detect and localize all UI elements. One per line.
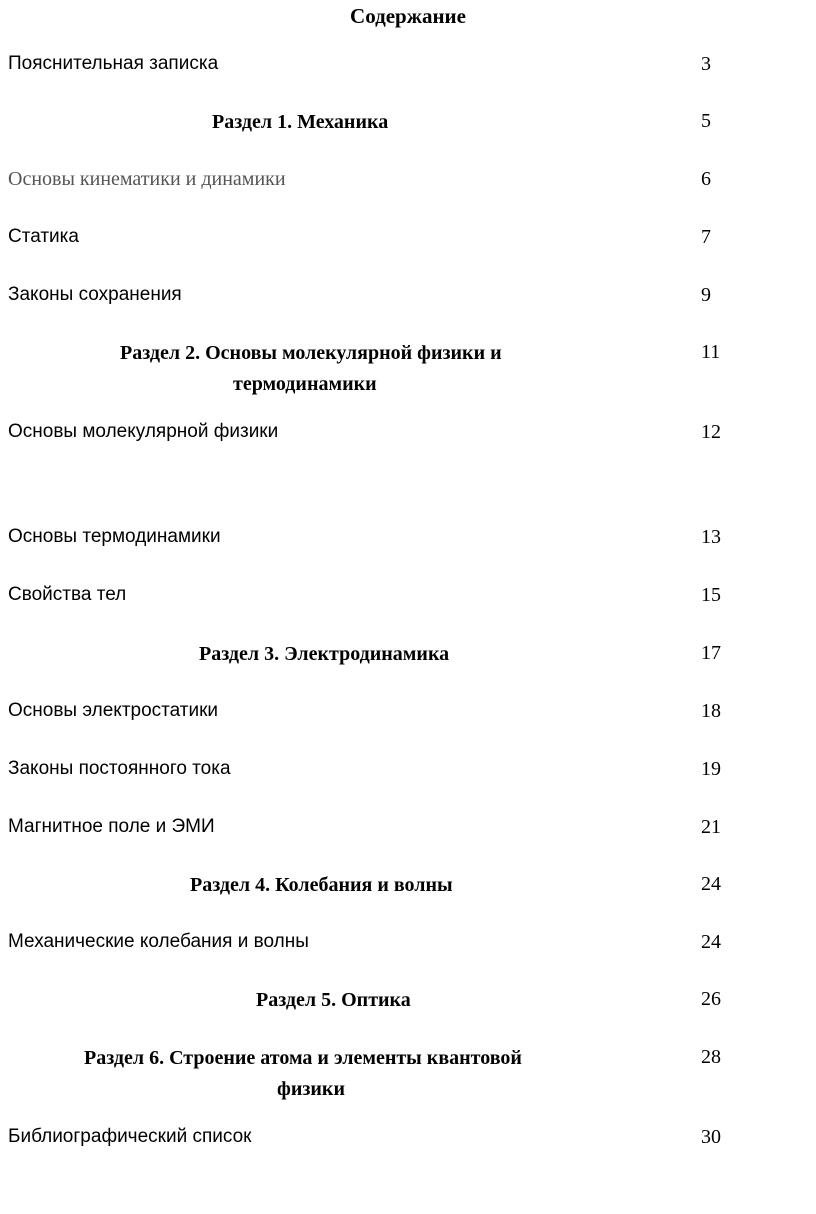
toc-section-label-line1: Раздел 2. Основы молекулярной физики и: [120, 342, 502, 364]
toc-section-label-line1: Раздел 6. Строение атома и элементы квантовой: [84, 1047, 522, 1069]
toc-entry-page: 5: [701, 110, 711, 132]
toc-entry-label: Статика: [8, 226, 79, 247]
toc-entry-label: Пояснительная записка: [8, 53, 219, 74]
toc-entry-page: 17: [701, 642, 721, 664]
toc-entry-page: 3: [701, 53, 711, 75]
toc-entry-page: 18: [701, 700, 721, 722]
toc-entry-label: Основы кинематики и динамики: [8, 168, 286, 190]
toc-entry-page: 28: [701, 1046, 721, 1068]
toc-entry-page: 11: [701, 341, 721, 363]
toc-entry-page: 19: [701, 758, 721, 780]
toc-entry-page: 7: [701, 226, 711, 248]
toc-entry-label: Механические колебания и волны: [8, 931, 309, 952]
toc-section-label: Раздел 3. Электродинамика: [199, 643, 450, 665]
toc-title: Содержание: [350, 4, 466, 28]
toc-section-label: Раздел 1. Механика: [212, 111, 389, 133]
toc-section-label-line2: физики: [277, 1078, 345, 1100]
toc-entry-page: 26: [701, 988, 721, 1010]
toc-entry-page: 24: [701, 873, 721, 895]
toc-section-label-line2: термодинамики: [233, 373, 377, 395]
toc-entry-page: 30: [701, 1126, 721, 1148]
toc-section-label: Раздел 5. Оптика: [256, 989, 411, 1011]
toc-entry-page: 9: [701, 284, 711, 306]
toc-entry-label: Законы сохранения: [8, 284, 182, 305]
toc-entry-page: 13: [701, 526, 721, 548]
toc-entry-label: Магнитное поле и ЭМИ: [8, 816, 215, 837]
toc-entry-label: Основы молекулярной физики: [8, 421, 279, 442]
toc-entry-page: 12: [701, 421, 721, 443]
toc-entry-label: Основы электростатики: [8, 700, 219, 721]
toc-entry-page: 15: [701, 584, 721, 606]
toc-section-label: Раздел 4. Колебания и волны: [190, 874, 453, 896]
toc-entry-label: Свойства тел: [8, 584, 127, 605]
toc-entry-label: Библиографический список: [8, 1126, 252, 1147]
toc-entry-page: 24: [701, 931, 721, 953]
toc-entry-page: 21: [701, 816, 721, 838]
toc-entry-page: 6: [701, 168, 711, 190]
toc-entry-label: Основы термодинамики: [8, 526, 221, 547]
toc-entry-label: Законы постоянного тока: [8, 758, 231, 779]
